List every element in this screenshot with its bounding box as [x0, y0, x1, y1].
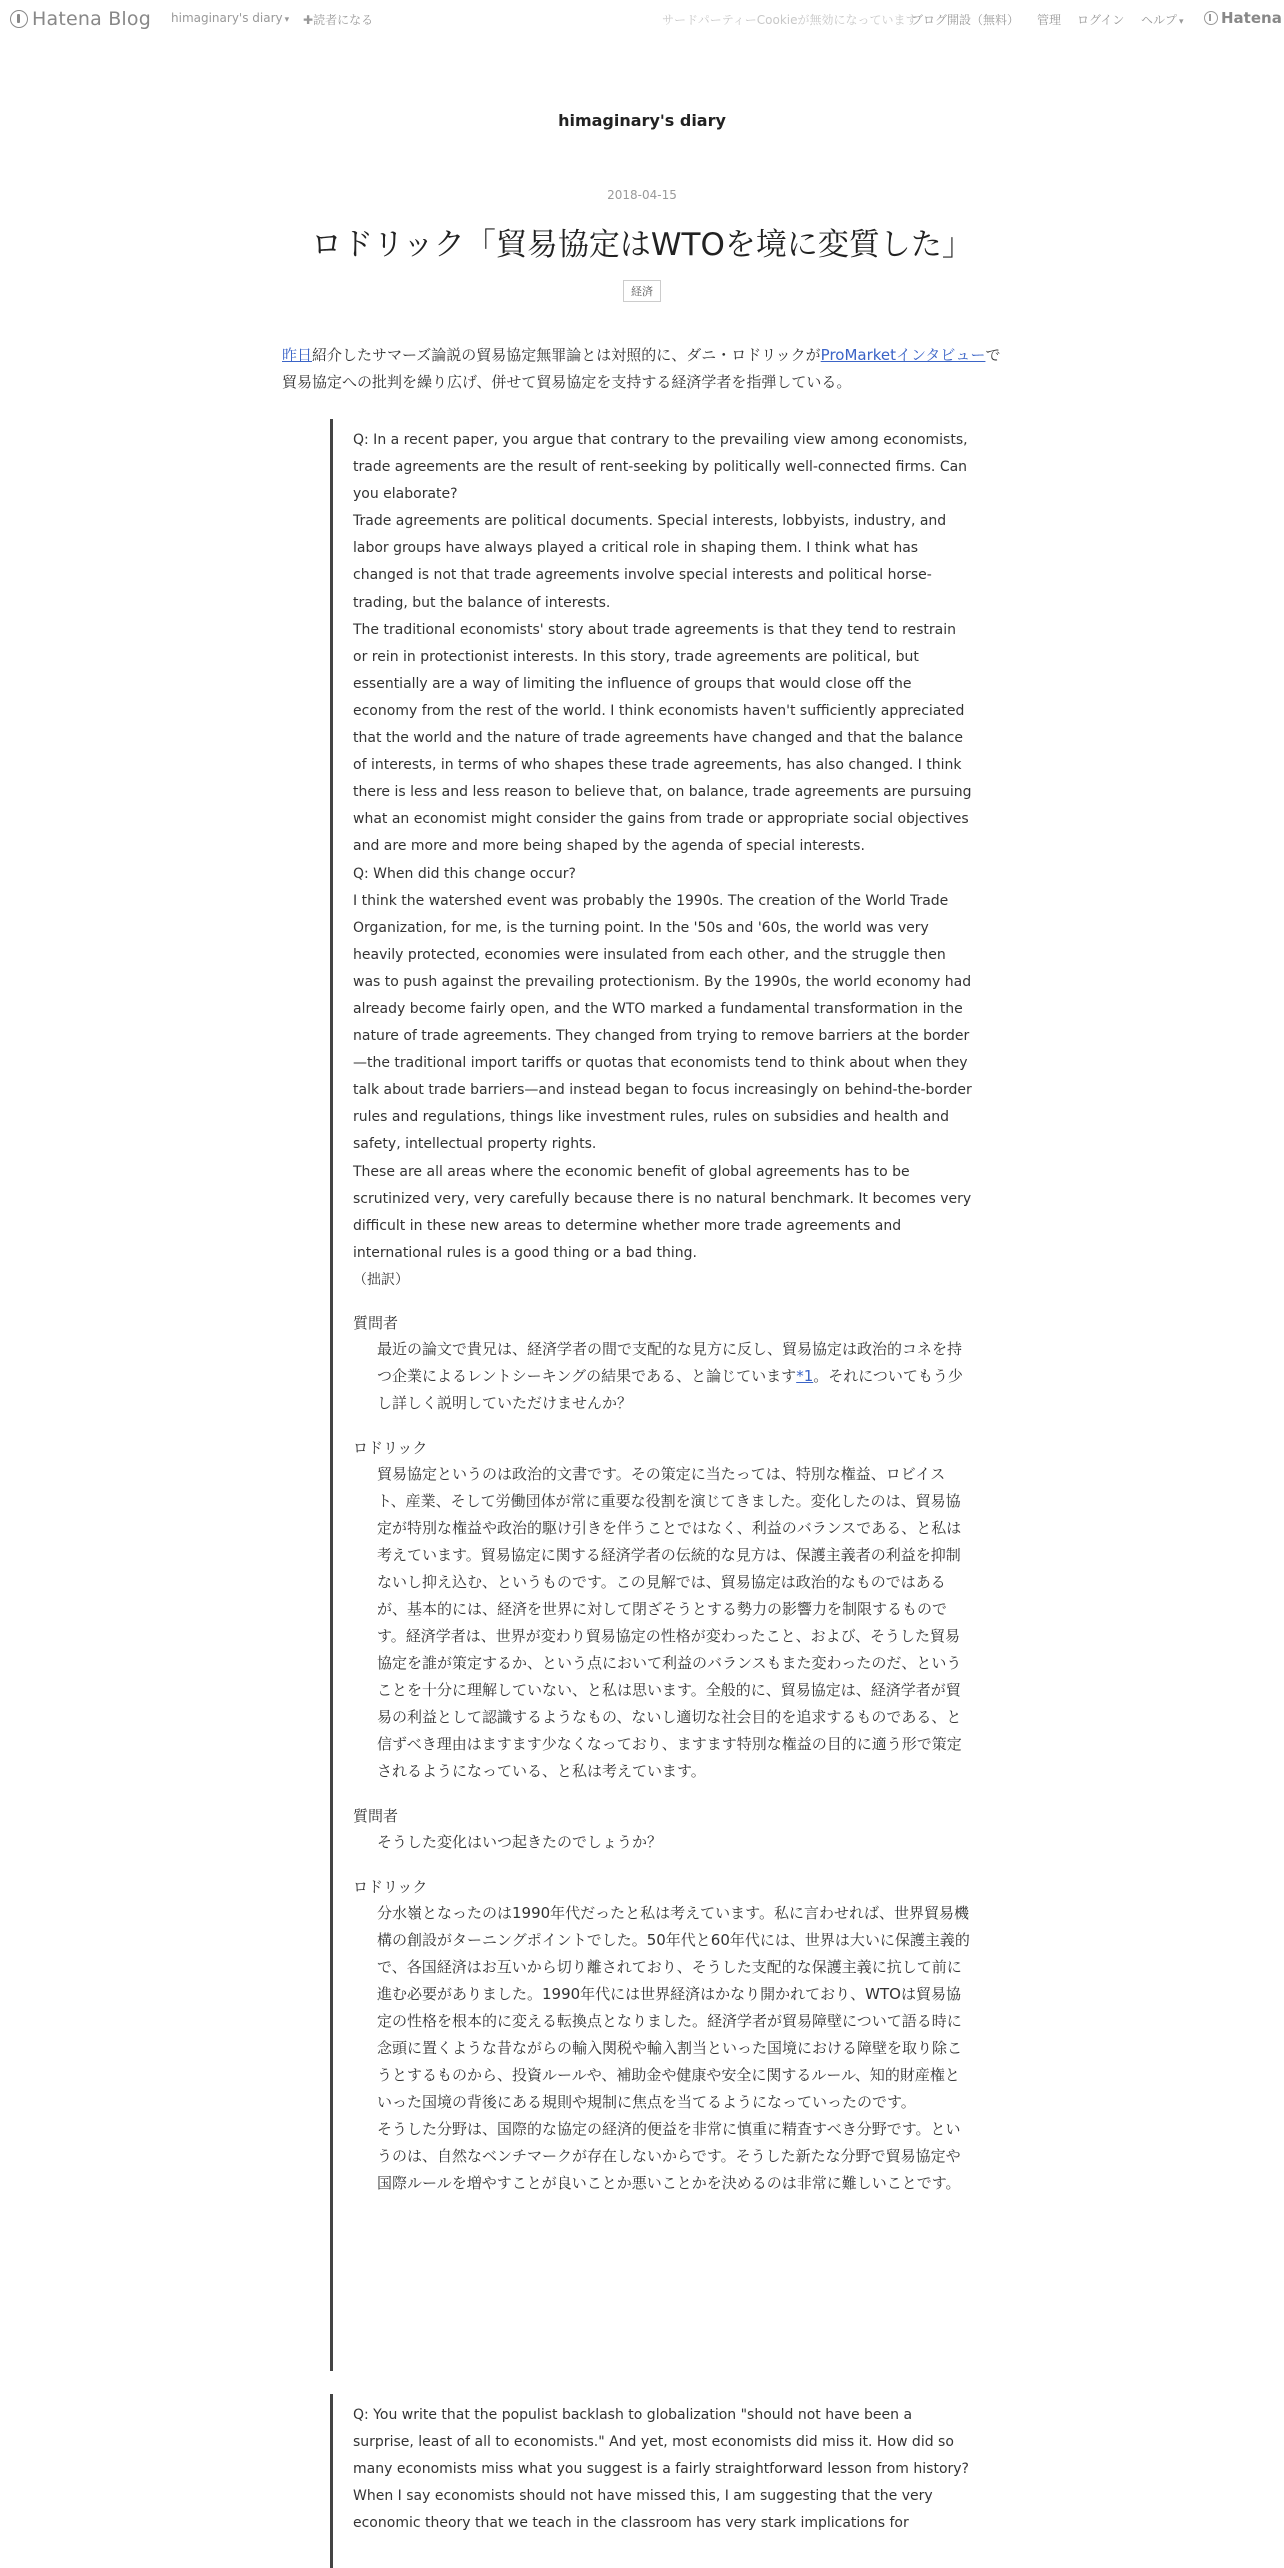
- login-link[interactable]: ログイン: [1077, 13, 1125, 27]
- quote-paragraph: I think the watershed event was probably the 1990s. The creation of the World Trade Organization, for me, is the turning point. In the '50s and '60s, the world was very heavily protected, economies were insulated from each other, and the struggle then was to push against the prevailing protectionism. By the 1990s, the world economy had already become fairly open, and the WTO marked a fundamental transformation in the nature of trade agreements. They changed from trying to remove barriers at the border—the traditional import tariffs or quotas that economists tend to think about when they talk about trade barriers—and instead began to focus increasingly on behind-the-border rules and regulations, things like investment rules, rules on subsidies and health and safety, intellectual property rights.: [353, 892, 972, 1153]
- hatena-icon: [1204, 11, 1218, 25]
- dialogue-item: [353, 1874, 973, 2197]
- dialogue-text: 分水嶺となったのは1990年代だったと私は考えています。私に言わせれば、世界貿易機構の創設がターニングポイントでした。50年代と60年代には、世界は大いに保護主義的で、各国経済はお互いから切り離されており、そうした支配的な保護主義に抗して前に進む必要がありました。1990年代には世界経済はかなり開かれており、WTOは貿易協定の性格を根本的に変える転換点となりました。経済学者が貿易障壁について語る時に念頭に置くような昔ながらの輸入関税や輸入割当といった国境における障壁を取り除こうとするものから、投資ルールや、補助金や健康や安全に関するルール、知的財産権といった国境の背後にある規則や規制に焦点を当てるようになっていったのです。: [377, 1903, 970, 2111]
- create-blog-link[interactable]: ブログ開設（無料）: [911, 13, 1020, 27]
- speaker-label: 質問者: [353, 1313, 399, 1332]
- quote-paragraph: Trade agreements are political documents. Special interests, lobbyists, industry, and labor groups have always played a critical role in shaping them. I think what has changed is not that trade agreements involve special interests and political horse-trading, but the balance of interests.: [353, 513, 947, 611]
- hatena-logo-icon: [10, 10, 28, 28]
- entry-title[interactable]: ロドリック「貿易協定はWTOを境に変質した」: [311, 227, 973, 263]
- speaker-label: ロドリック: [353, 1438, 428, 1457]
- blockquote-interview-part2: [330, 2394, 973, 2568]
- speaker-label: 質問者: [353, 1806, 399, 1825]
- caret-down-icon: ▾: [284, 15, 290, 25]
- category-tag[interactable]: 経済: [623, 280, 661, 302]
- intro-text: 紹介したサマーズ論説の貿易協定無罪論とは対照的に、ダニ・ロドリックが: [312, 346, 821, 364]
- subscribe-button[interactable]: [303, 11, 373, 28]
- dialogue-text-part: 最近の論文で貴兄は、経済学者の間で支配的な見方に反し、貿易協定は政治的コネを持つ企業によるレントシーキングの結果である、と論じています: [377, 1339, 963, 1385]
- quote-paragraph: These are all areas where the economic benefit of global agreements has to be scrutinized very, very carefully because there is no natural benchmark. It becomes very difficult in these new areas to determine whether more trade agreements and international rules is a good thing or a bad thing.: [353, 1163, 972, 1261]
- global-header: [0, 0, 1284, 36]
- quote-paragraph: When I say economists should not have missed this, I am suggesting that the very economic theory that we teach in the classroom has very stark implications for: [353, 2488, 933, 2532]
- dialogue-text-part: 。それについてもう少し詳しく説明していただけませんか？: [377, 1366, 963, 1412]
- blog-title[interactable]: himaginary's diary: [558, 111, 726, 130]
- quote-paragraph: Q: You write that the populist backlash to globalization "should not have been a surprise, least of all to economists." And yet, most economists did miss it. How did so many economists miss what you suggest is a fairly straightforward lesson from history?: [353, 2407, 969, 2478]
- entry-intro: [282, 342, 1004, 396]
- dialogue-text: そうした分野は、国際的な協定の経済的便益を非常に慎重に精査すべき分野です。というのは、自然なベンチマークが存在しないからです。そうした新たな分野で貿易協定や国際ルールを増やすことが良いことか悪いことかを決めるのは非常に難しいことです。: [377, 2119, 961, 2192]
- dialogue-item: [353, 1435, 973, 1785]
- translation-note: （拙訳）: [353, 1271, 409, 1288]
- quote-paragraph: Q: When did this change occur?: [353, 865, 576, 882]
- blockquote-interview-part1: [330, 419, 973, 2371]
- hatena-brand-label: Hatena: [1221, 9, 1282, 27]
- dialogue-text: [377, 1336, 973, 1417]
- footnote-link[interactable]: *1: [796, 1366, 814, 1385]
- entry-date[interactable]: 2018-04-15: [607, 188, 677, 202]
- quote-paragraph: Q: In a recent paper, you argue that contrary to the prevailing view among economists, trade agreements are the result of rent-seeking by politically well-connected firms. Can you elaborate?: [353, 432, 968, 503]
- help-label: ヘルプ: [1141, 13, 1178, 27]
- caret-down-icon: ▾: [1179, 17, 1184, 27]
- intro-text: で貿易協定への批判を繰り広げ、併せて貿易協定を支持する経済学者を指弾している。: [282, 346, 1001, 391]
- hatena-brand-link[interactable]: [1204, 9, 1282, 27]
- subscribe-label: 読者になる: [313, 13, 374, 27]
- dialogue-item: [353, 1310, 973, 1417]
- admin-link[interactable]: 管理: [1037, 13, 1062, 27]
- blog-menu-label: himaginary's diary: [171, 11, 283, 25]
- help-dropdown[interactable]: [1141, 11, 1184, 28]
- speaker-label: ロドリック: [353, 1877, 428, 1896]
- cookie-notice: サードパーティーCookieが無効になっています: [662, 13, 918, 27]
- quote-paragraph: The traditional economists' story about trade agreements is that they tend to restrain or rein in protectionist interests. In this story, trade agreements are political, but essentially are a way of limiting the influence of groups that would close off the economy from the rest of the world. I think economists haven't sufficiently appreciated that the world and the nature of trade agreements have changed and that the balance of interests, in terms of who shapes these trade agreements, has also changed. I think there is less and less reason to believe that, on balance, trade agreements are pursuing what an economist might consider the gains from trade or appropriate social objectives and are more and more being shaped by the agenda of special interests.: [353, 621, 972, 855]
- dialogue-text: そうした変化はいつ起きたのでしょうか？: [377, 1832, 663, 1851]
- hatena-blog-logo[interactable]: [10, 8, 151, 30]
- plus-icon: ✚: [303, 13, 314, 27]
- intro-link-promarket[interactable]: ProMarketインタビュー: [820, 346, 986, 364]
- intro-link-yesterday[interactable]: 昨日: [282, 346, 313, 364]
- dialogue-text: 貿易協定というのは政治的文書です。その策定に当たっては、特別な権益、ロビイスト、産業、そして労働団体が常に重要な役割を演じてきました。変化したのは、貿易協定が特別な権益や政治的駆け引きを伴うことではなく、利益のバランスである、と私は考えています。貿易協定に関する経済学者の伝統的な見方は、保護主義者の利益を抑制ないし抑え込む、というものです。この見解では、貿易協定は政治的なものではあるが、基本的には、経済を世界に対して閉ざそうとする勢力の影響力を制限するものです。経済学者は、世界が変わり貿易協定の性格が変わったこと、および、そうした貿易協定を誰が策定するか、という点において利益のバランスもまた変わったのだ、ということを十分に理解していない、と私は思います。全般的に、貿易協定は、経済学者が貿易の利益として認識するようなもの、ないし適切な社会目的を追求するものである、と信ずべき理由はますます少なくなっており、ますます特別な権益の目的に適う形で策定されるようになっている、と私は考えています。: [377, 1464, 962, 1780]
- blog-menu-dropdown[interactable]: [171, 11, 289, 25]
- dialogue-item: [353, 1803, 973, 1856]
- logo-text: Hatena Blog: [32, 8, 151, 30]
